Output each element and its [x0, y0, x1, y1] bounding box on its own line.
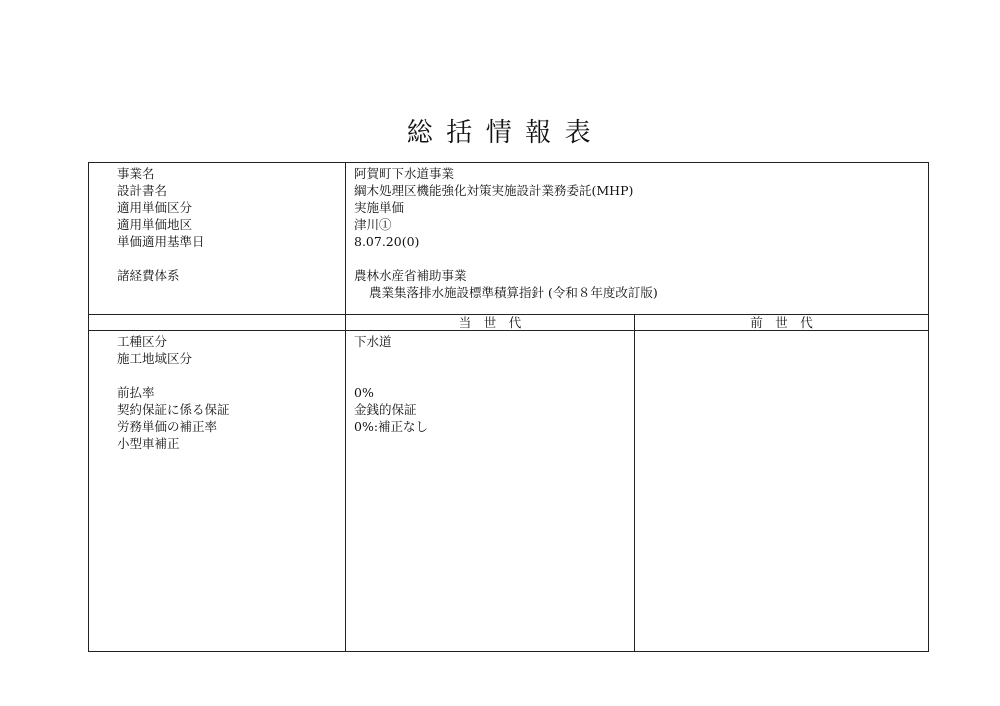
- info-value-cost-system-1: 農林水産省補助事業: [354, 268, 467, 283]
- info-label-base-date: 単価適用基準日: [117, 234, 205, 249]
- detail-value-contract-guarantee: 金銭的保証: [354, 402, 417, 417]
- info-label-project: 事業名: [117, 166, 155, 181]
- detail-value-work-type: 下水道: [354, 334, 392, 349]
- header-previous-generation: 前 世 代: [750, 315, 813, 330]
- detail-label-small-vehicle: 小型車補正: [117, 436, 180, 451]
- detail-label-work-type: 工種区分: [117, 334, 168, 349]
- detail-value-advance-rate: 0%: [354, 385, 374, 400]
- detail-value-labor-correction: 0%:補正なし: [354, 419, 429, 434]
- info-label-cost-system: 諸経費体系: [117, 268, 180, 283]
- detail-label-labor-correction: 労務単価の補正率: [117, 419, 218, 434]
- detail-label-advance-rate: 前払率: [117, 385, 155, 400]
- detail-label-construction-area: 施工地域区分: [117, 351, 193, 366]
- info-label-price-area: 適用単価地区: [117, 217, 193, 232]
- page-title: 総 括 情 報 表: [406, 118, 594, 148]
- info-label-price-type: 適用単価区分: [117, 200, 193, 215]
- info-value-base-date: 8.07.20(0): [354, 234, 420, 249]
- info-value-price-type: 実施単価: [354, 200, 405, 215]
- summary-table: [88, 162, 929, 652]
- info-label-design-name: 設計書名: [117, 183, 168, 198]
- divider-generation-column: [634, 314, 635, 651]
- info-value-design-name: 綱木処理区機能強化対策実施設計業務委託(MHP): [354, 183, 634, 198]
- divider-label-column: [345, 163, 346, 651]
- info-value-price-area: 津川①: [354, 217, 392, 232]
- info-value-project: 阿賀町下水道事業: [354, 166, 455, 181]
- header-current-generation: 当 世 代: [458, 315, 522, 330]
- detail-label-contract-guarantee: 契約保証に係る保証: [117, 402, 230, 417]
- info-value-cost-system-2: 農業集落排水施設標準積算指針 (令和８年度改訂版): [369, 285, 658, 300]
